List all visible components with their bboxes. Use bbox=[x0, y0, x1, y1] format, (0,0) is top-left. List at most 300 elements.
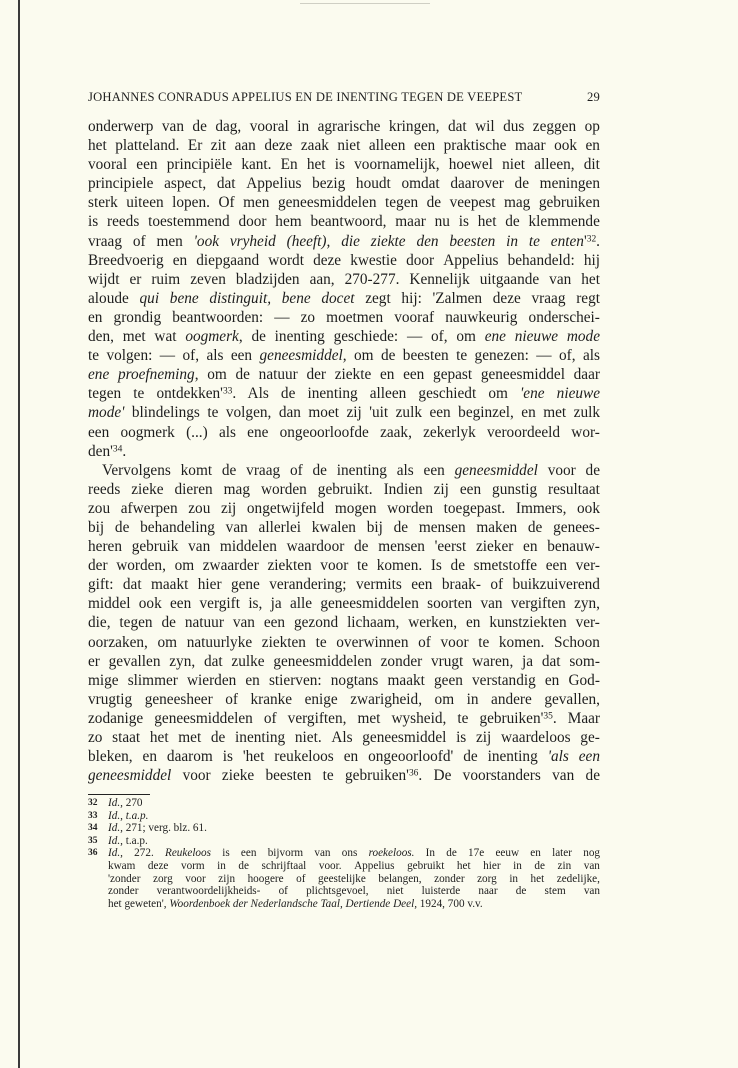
word: in bbox=[297, 118, 310, 135]
word: zou bbox=[88, 499, 111, 517]
word: zyn, bbox=[169, 652, 196, 670]
word: kringen, bbox=[388, 118, 440, 135]
word: naar bbox=[478, 885, 498, 898]
word: dat bbox=[541, 652, 561, 670]
word: is bbox=[458, 213, 469, 231]
word: God- bbox=[568, 671, 600, 689]
word: en bbox=[544, 671, 560, 689]
word: niet bbox=[502, 156, 526, 174]
footnote-number: 32 bbox=[88, 798, 98, 808]
word: maar bbox=[514, 137, 546, 155]
text-segment: 'als een bbox=[547, 748, 600, 766]
word: zonder bbox=[108, 885, 139, 898]
text-segment: 272. bbox=[122, 847, 165, 860]
word: geneesmiddelen bbox=[320, 595, 419, 613]
running-title: JOHANNES CONRADUS APPELIUS EN DE INENTING TEGEN DE VEEPEST bbox=[88, 90, 523, 104]
word: aan bbox=[234, 137, 256, 155]
word: ruim bbox=[151, 270, 181, 288]
word: ook bbox=[138, 595, 162, 613]
word: zieke bbox=[131, 480, 164, 498]
word: kunstziekten bbox=[489, 614, 567, 632]
word: en bbox=[172, 251, 188, 269]
text-line bbox=[88, 480, 600, 499]
word: het bbox=[88, 137, 107, 155]
word: zedelijke, bbox=[556, 872, 600, 885]
word: lopen. bbox=[172, 194, 210, 212]
footnote bbox=[88, 810, 600, 823]
word: zo bbox=[88, 729, 103, 746]
word: reeds bbox=[107, 213, 140, 231]
word: van bbox=[225, 518, 248, 536]
text-line bbox=[88, 423, 600, 442]
word: is bbox=[334, 156, 345, 174]
word: Er bbox=[187, 137, 203, 155]
word: niet bbox=[386, 885, 404, 898]
text-line bbox=[88, 499, 600, 518]
text-line bbox=[88, 193, 600, 212]
word: mag bbox=[503, 194, 531, 212]
word: vooraf bbox=[394, 308, 435, 326]
text-segment: , de inenting geschiede: — of, om bbox=[238, 328, 485, 346]
word: houdt bbox=[355, 175, 391, 193]
word: uitgaande bbox=[479, 270, 540, 288]
word: kwam bbox=[108, 859, 136, 872]
word: dat bbox=[447, 118, 467, 135]
text-line bbox=[88, 442, 600, 461]
text-segment: Id., bbox=[108, 847, 123, 860]
text-segment: . De voorstanders van de bbox=[418, 767, 600, 785]
word: mogen bbox=[334, 499, 377, 517]
word: gezond bbox=[293, 614, 339, 632]
word: (...) bbox=[186, 423, 208, 441]
word: werken, bbox=[408, 614, 458, 632]
word: waardoor bbox=[286, 538, 345, 556]
text-segment: zegt hij: 'Zalmen deze vraag regt bbox=[354, 289, 600, 307]
word: bij bbox=[366, 518, 383, 536]
word: 270-277. bbox=[344, 270, 400, 288]
word: — bbox=[274, 308, 290, 326]
word: en bbox=[245, 671, 260, 689]
word: meningen bbox=[539, 175, 600, 193]
footnote-number: 36 bbox=[88, 848, 98, 859]
word: in bbox=[217, 859, 226, 872]
word: en bbox=[523, 538, 538, 556]
word: zwaarder bbox=[202, 557, 259, 575]
word: gene bbox=[230, 576, 260, 594]
text-segment: voor zieke beesten te gebruiken' bbox=[171, 767, 409, 785]
word: lichaam, bbox=[347, 614, 400, 632]
word: een bbox=[411, 576, 433, 594]
text-line bbox=[88, 365, 600, 384]
text-segment: Id., bbox=[108, 822, 123, 835]
word: de bbox=[450, 557, 465, 575]
word: kwalen bbox=[311, 518, 356, 536]
text-segment: om de beesten te genezen: — of, als bbox=[346, 347, 600, 365]
footnote-reference: 34 bbox=[112, 443, 123, 454]
word: vrugtig bbox=[88, 690, 133, 708]
word: om bbox=[157, 633, 178, 651]
word: plichtsgevoel, bbox=[306, 885, 369, 898]
text-line bbox=[88, 251, 600, 270]
word: zwarigheid, bbox=[350, 690, 423, 708]
word: voor bbox=[185, 872, 206, 885]
word: 'zonder bbox=[108, 872, 141, 885]
text-segment: oogmerk bbox=[185, 328, 239, 346]
word: de bbox=[192, 118, 207, 135]
word: niet. bbox=[294, 729, 322, 746]
text-segment: ene proefneming bbox=[88, 366, 195, 384]
text-segment: , om de natuur der ziekte en een gepast geneesmiddel daar bbox=[194, 366, 600, 384]
word: zonder bbox=[380, 652, 423, 670]
word: ziekten bbox=[267, 557, 312, 575]
text-line bbox=[88, 575, 600, 594]
text-segment: Reukeloos bbox=[165, 847, 211, 860]
footnote-reference: 35 bbox=[543, 711, 553, 722]
word: kranke bbox=[250, 690, 293, 708]
word: Appelius bbox=[246, 175, 302, 193]
word: gevallen bbox=[108, 652, 161, 670]
word: zyn, bbox=[574, 595, 600, 613]
body-text bbox=[88, 117, 600, 785]
word: de bbox=[426, 194, 442, 212]
text-segment: In de 17e eeuw en later nog bbox=[414, 847, 601, 860]
word: braak- bbox=[441, 576, 481, 594]
word: ja bbox=[522, 652, 534, 670]
text-segment: den, met wat bbox=[88, 328, 186, 346]
word: verantwoordelijkheids- bbox=[156, 885, 261, 898]
text-line bbox=[88, 633, 600, 652]
text-segment: geneesmiddel, bbox=[259, 347, 347, 365]
word: is bbox=[88, 213, 99, 231]
word: stierven: bbox=[268, 671, 322, 689]
word: vooral bbox=[88, 156, 128, 174]
word: is bbox=[456, 729, 467, 746]
word: ziekten bbox=[261, 633, 306, 651]
word: gift: bbox=[88, 576, 114, 594]
text-segment: vraag of men bbox=[88, 232, 194, 250]
word: op bbox=[584, 118, 600, 135]
word: van bbox=[161, 118, 184, 135]
word: een bbox=[170, 595, 192, 613]
word: aspect, bbox=[164, 175, 207, 193]
word: dus bbox=[503, 118, 525, 135]
footnote-number: 33 bbox=[88, 810, 98, 821]
word: Indien bbox=[383, 480, 423, 498]
word: bladzijden bbox=[235, 270, 300, 288]
word: En bbox=[280, 156, 298, 174]
word: heren bbox=[88, 538, 122, 556]
word: dag, bbox=[215, 118, 242, 135]
word: deze bbox=[313, 251, 342, 269]
text-line bbox=[88, 613, 600, 632]
word: te bbox=[478, 633, 490, 651]
word: door bbox=[406, 251, 435, 269]
word: bij bbox=[88, 518, 105, 536]
word: er bbox=[129, 270, 142, 288]
footnote-line bbox=[108, 898, 600, 911]
word: enige bbox=[304, 690, 338, 708]
word: zaak bbox=[300, 137, 329, 155]
word: dit bbox=[583, 156, 600, 174]
footnote-line bbox=[108, 835, 600, 848]
word: voornamelijk, bbox=[354, 156, 440, 174]
text-segment: . Maar bbox=[552, 709, 600, 727]
word: Appelius bbox=[354, 859, 395, 872]
word: een bbox=[459, 480, 482, 498]
word: Immers, bbox=[515, 499, 567, 517]
word: Appelius bbox=[443, 251, 499, 269]
word: bezig bbox=[312, 175, 346, 193]
text-line bbox=[88, 518, 600, 537]
word: ver- bbox=[575, 614, 600, 632]
footnote-reference: 33 bbox=[222, 386, 233, 397]
word: gevallen, bbox=[544, 690, 600, 708]
word: deze bbox=[264, 137, 293, 155]
word: buikzuiverend bbox=[512, 576, 600, 594]
word: allerlei bbox=[258, 518, 301, 536]
text-segment: den' bbox=[88, 442, 113, 460]
text-line bbox=[88, 766, 600, 785]
word: afwerpen bbox=[120, 499, 178, 517]
word: Breedvoerig bbox=[88, 251, 164, 269]
word: of bbox=[490, 576, 504, 594]
word: zou bbox=[188, 499, 211, 517]
word: waardeloos bbox=[500, 729, 571, 746]
text-segment: . bbox=[122, 442, 127, 460]
word: gebruik bbox=[131, 538, 179, 556]
word: alle bbox=[289, 595, 313, 613]
word: Of bbox=[218, 194, 235, 212]
word: onderschei- bbox=[528, 308, 600, 326]
text-line bbox=[88, 594, 600, 613]
word: ongeoorloofde bbox=[279, 423, 369, 441]
word: geen bbox=[434, 671, 463, 689]
word: nogtans bbox=[330, 671, 379, 689]
word: Als bbox=[331, 729, 353, 746]
word: wijdt bbox=[88, 270, 120, 288]
word: overwinnen bbox=[336, 633, 409, 651]
word: som- bbox=[569, 652, 600, 670]
footnote-line bbox=[108, 822, 600, 835]
word: men bbox=[243, 194, 270, 212]
text-line bbox=[88, 136, 600, 155]
word: de bbox=[161, 614, 176, 632]
word: natuurlyke bbox=[186, 633, 253, 651]
text-line bbox=[88, 155, 600, 174]
word: de bbox=[527, 518, 543, 536]
word: nauwkeurig bbox=[445, 308, 518, 326]
word: zorg bbox=[477, 872, 497, 885]
word: geneesmiddelen bbox=[277, 194, 377, 212]
word: geestelijke bbox=[318, 872, 366, 885]
text-segment: zodanige geneesmiddelen of vergiften, met wysheid, te gebruiken' bbox=[88, 709, 544, 727]
word: verstandig bbox=[472, 671, 536, 689]
footnotes bbox=[88, 797, 600, 910]
text-line bbox=[88, 537, 600, 556]
word: of bbox=[225, 690, 238, 708]
word: komen. bbox=[376, 557, 423, 575]
word: gebruikt. bbox=[317, 480, 373, 498]
word: een bbox=[413, 137, 436, 155]
word: gebruiken bbox=[538, 194, 600, 212]
footnote bbox=[88, 835, 600, 848]
word: een bbox=[263, 614, 286, 632]
word: ver- bbox=[575, 557, 600, 575]
word: en bbox=[465, 614, 481, 632]
word: zekerlyk bbox=[423, 423, 476, 441]
text-segment: 271; verg. blz. 61. bbox=[122, 822, 207, 835]
word: deze bbox=[147, 859, 169, 872]
word: alleen, bbox=[534, 156, 575, 174]
word: wil bbox=[475, 118, 495, 135]
word: kwestie bbox=[350, 251, 397, 269]
word: en bbox=[585, 137, 600, 155]
word: der bbox=[88, 557, 108, 575]
text-line bbox=[88, 690, 600, 709]
word: zonder bbox=[434, 872, 465, 885]
word: of bbox=[278, 885, 288, 898]
word: 'eerst bbox=[434, 538, 467, 556]
word: de bbox=[114, 518, 130, 536]
word: waren, bbox=[472, 652, 514, 670]
word: de bbox=[354, 538, 369, 556]
scan-left-edge bbox=[18, 0, 20, 1068]
word: gunstig bbox=[492, 480, 538, 498]
word: de bbox=[505, 213, 520, 231]
text-line bbox=[88, 308, 600, 327]
word: veroordeeld bbox=[487, 423, 561, 441]
word: het bbox=[149, 729, 169, 746]
word: van bbox=[583, 859, 600, 872]
footnote-line bbox=[108, 847, 600, 860]
word: toestemmend bbox=[148, 213, 230, 231]
word: zin bbox=[557, 859, 572, 872]
word: benauw- bbox=[547, 538, 600, 556]
word: geneesheer bbox=[144, 690, 213, 708]
word: maakt bbox=[387, 671, 425, 689]
word: diepgaand bbox=[196, 251, 260, 269]
text-segment: ene nieuwe mode bbox=[484, 328, 600, 346]
footnote-line bbox=[108, 873, 600, 886]
word: daarover bbox=[450, 175, 504, 193]
word: hier bbox=[197, 576, 222, 594]
word: van bbox=[480, 595, 503, 613]
word: maakt bbox=[150, 576, 189, 594]
word: met bbox=[178, 729, 202, 746]
word: wor- bbox=[571, 423, 600, 441]
word: behandeling bbox=[140, 518, 215, 536]
text-line bbox=[88, 270, 600, 289]
text-segment: bleken, en daarom is 'het reukeloos en ongeoorloofd' de inenting bbox=[88, 748, 548, 766]
word: wierden bbox=[186, 671, 237, 689]
word: vergift bbox=[199, 595, 241, 613]
word: voor bbox=[440, 633, 469, 651]
word: worden, bbox=[116, 557, 166, 575]
footnote-reference: 36 bbox=[408, 768, 419, 779]
word: onderwerp bbox=[88, 118, 154, 135]
scan-top-mark bbox=[300, 3, 430, 4]
running-header bbox=[88, 90, 600, 105]
text-line bbox=[88, 728, 600, 747]
text-segment: voor de bbox=[537, 461, 600, 479]
word: dat bbox=[122, 576, 142, 594]
word: principiële bbox=[166, 156, 233, 174]
footnote-line bbox=[108, 797, 600, 810]
word: uiteen bbox=[126, 194, 164, 212]
word: de bbox=[514, 175, 529, 193]
footnote bbox=[88, 847, 600, 910]
word: hier bbox=[483, 859, 501, 872]
word: omdat bbox=[401, 175, 440, 193]
text-segment: Woordenboek der Nederlandsche Taal, Dertiende Deel, bbox=[169, 897, 417, 910]
word: genees- bbox=[553, 518, 600, 536]
text-line bbox=[88, 556, 600, 575]
word: zulke bbox=[231, 652, 265, 670]
word: een bbox=[88, 423, 110, 441]
word: middelen bbox=[219, 538, 277, 556]
word: mige bbox=[88, 671, 119, 689]
word: slimmer bbox=[127, 671, 178, 689]
word: ene bbox=[247, 423, 269, 441]
word: worden bbox=[387, 499, 433, 517]
word: zeven bbox=[190, 270, 226, 288]
word: sterk bbox=[88, 194, 118, 212]
word: om bbox=[174, 557, 195, 575]
text-line bbox=[88, 232, 600, 251]
paragraph bbox=[88, 461, 600, 786]
footnote-line bbox=[108, 810, 600, 823]
word: te bbox=[357, 557, 369, 575]
word: ongetwijfeld bbox=[246, 499, 325, 517]
word: nu bbox=[434, 213, 450, 231]
word: zeggen bbox=[532, 118, 577, 135]
word: het bbox=[306, 156, 326, 174]
word: hij bbox=[583, 251, 600, 269]
text-line bbox=[88, 117, 600, 136]
footnote-line bbox=[108, 885, 600, 898]
word: belangen, bbox=[378, 872, 422, 885]
word: Kennelijk bbox=[409, 270, 470, 288]
word: de bbox=[210, 729, 226, 746]
text-line bbox=[88, 289, 600, 308]
word: andere bbox=[491, 690, 532, 708]
word: hem bbox=[275, 213, 302, 231]
text-segment: Vervolgens komt de vraag of de inenting als een bbox=[102, 461, 455, 479]
word: vooral bbox=[249, 118, 289, 135]
word: het bbox=[477, 213, 497, 231]
word: schrijftaal bbox=[261, 859, 307, 872]
text-segment: mode' bbox=[88, 404, 125, 422]
word: voor. bbox=[318, 859, 342, 872]
text-segment: Id., bbox=[108, 834, 123, 847]
word: middel bbox=[88, 595, 131, 613]
word: en bbox=[88, 308, 103, 326]
word: voor bbox=[320, 557, 349, 575]
text-segment: . Als de inenting alleen geschiedt om bbox=[232, 385, 521, 403]
word: door bbox=[238, 213, 267, 231]
paragraph bbox=[88, 117, 600, 461]
word: gebruikt bbox=[407, 859, 445, 872]
word: reeds bbox=[88, 480, 121, 498]
word: in bbox=[513, 859, 522, 872]
word: vermits bbox=[355, 576, 402, 594]
word: een bbox=[545, 557, 567, 575]
text-segment: ' bbox=[583, 232, 587, 250]
word: aan, bbox=[309, 270, 335, 288]
word: in bbox=[509, 872, 519, 885]
word: ja bbox=[270, 595, 282, 613]
word: worden bbox=[260, 480, 307, 498]
